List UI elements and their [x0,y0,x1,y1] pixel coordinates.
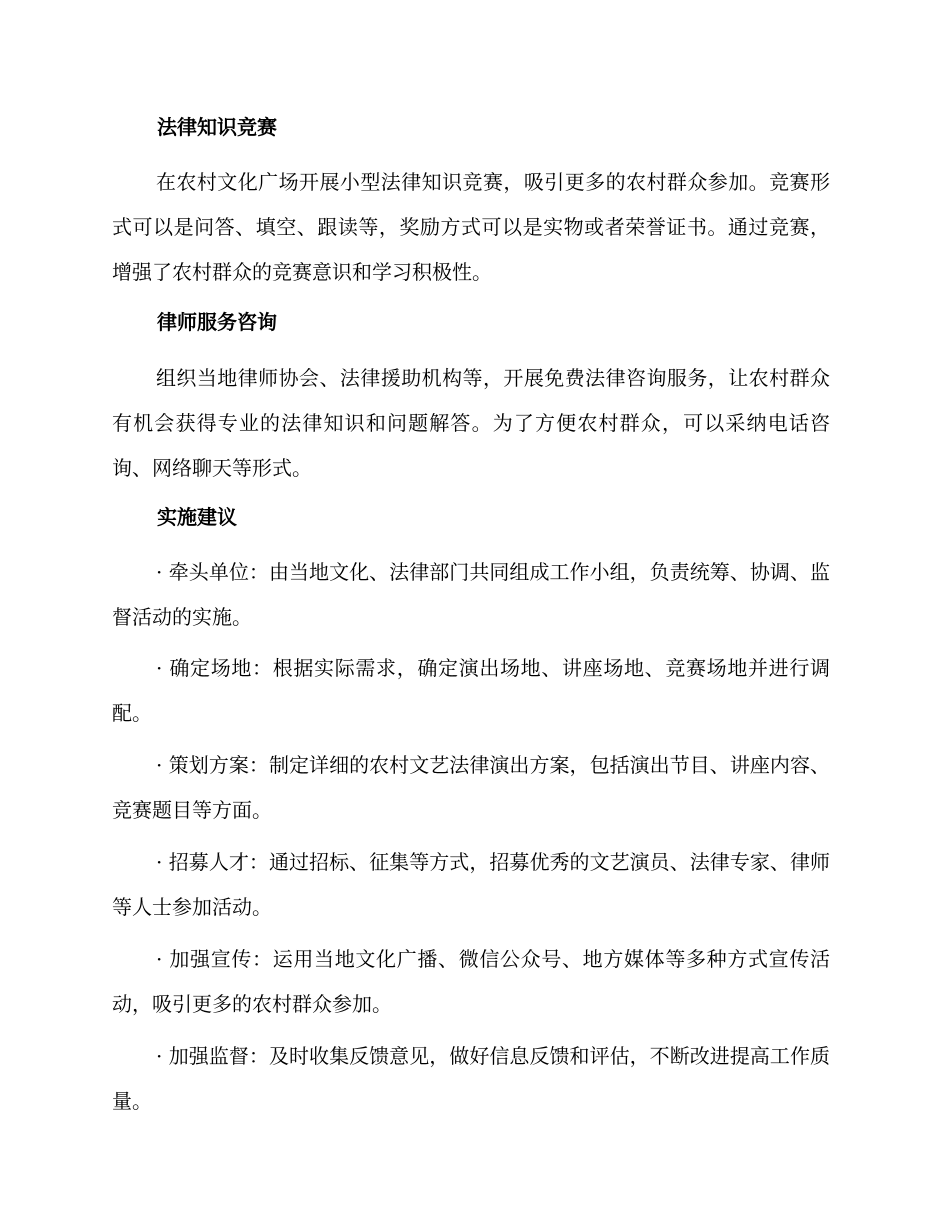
section-paragraph-lawyer-consulting: 组织当地律师协会、法律援助机构等，开展免费法律咨询服务，让农村群众有机会获得专业的法律知识和问题解答。为了方便农村群众，可以采纳电话咨询、网络聊天等形式。 [112,366,830,480]
list-item-venue: · 确定场地：根据实际需求，确定演出场地、讲座场地、竞赛场地并进行调配。 [112,656,830,725]
list-item-publicity: · 加强宣传：运用当地文化广播、微信公众号、地方媒体等多种方式宣传活动，吸引更多的农村群众参加。 [112,947,830,1016]
list-item-supervision: · 加强监督：及时收集反馈意见，做好信息反馈和评估，不断改进提高工作质量。 [112,1044,830,1113]
list-item-recruit: · 招募人才：通过招标、征集等方式，招募优秀的文艺演员、法律专家、律师等人士参加活动。 [112,850,830,919]
section-heading-implementation: 实施建议 [157,505,237,529]
list-item-plan: · 策划方案：制定详细的农村文艺法律演出方案，包括演出节目、讲座内容、竞赛题目等方面。 [112,753,830,822]
section-paragraph-legal-quiz: 在农村文化广场开展小型法律知识竞赛，吸引更多的农村群众参加。竞赛形式可以是问答、填空、跟读等，奖励方式可以是实物或者荣誉证书。通过竞赛，增强了农村群众的竞赛意识和学习积极性。 [112,170,830,284]
section-heading-lawyer-consulting: 律师服务咨询 [157,310,277,334]
list-item-lead-unit: · 牵头单位：由当地文化、法律部门共同组成工作小组，负责统筹、协调、监督活动的实施。 [112,560,830,629]
section-heading-legal-quiz: 法律知识竞赛 [157,115,277,139]
